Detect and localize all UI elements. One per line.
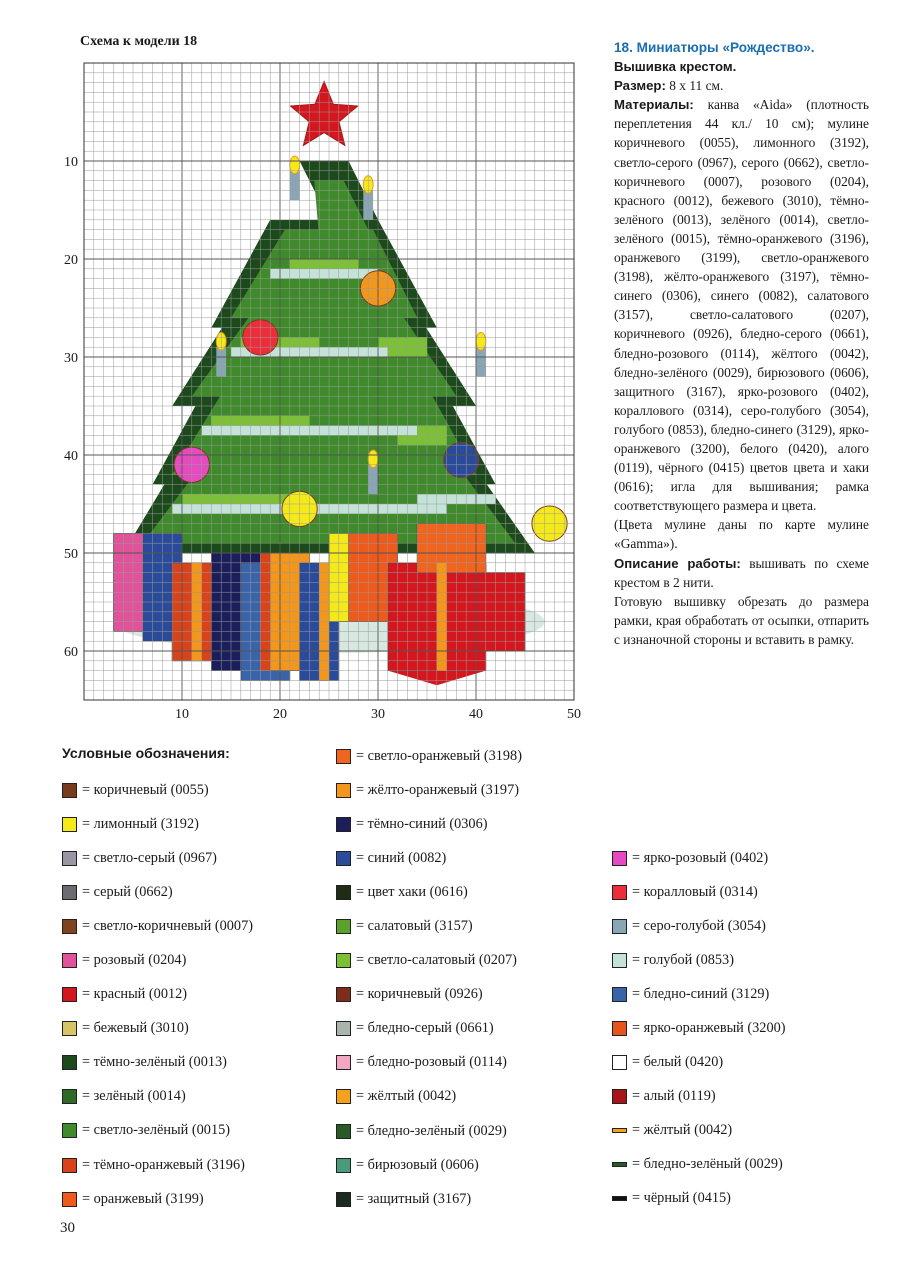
legend-label: = голубой (0853) — [632, 951, 734, 968]
legend-item — [62, 1114, 253, 1148]
color-swatch — [612, 885, 627, 900]
legend-label: = защитный (3167) — [356, 1190, 472, 1207]
legend-label: = коричневый (0926) — [356, 986, 483, 1003]
legend-label: = цвет хаки (0616) — [356, 883, 468, 900]
legend-label: = бледно-зелёный (0029) — [356, 1122, 507, 1139]
legend-label: = алый (0119) — [632, 1088, 716, 1105]
y-tick-label: 40 — [64, 449, 78, 464]
x-tick-label: 20 — [273, 707, 287, 722]
x-tick-label: 50 — [567, 707, 581, 722]
gift-box — [417, 524, 486, 573]
legend-label: = бледно-розовый (0114) — [356, 1054, 507, 1071]
legend-label: = оранжевый (3199) — [82, 1190, 204, 1207]
color-swatch — [62, 851, 77, 866]
legend-item — [612, 1148, 786, 1182]
model-description — [614, 38, 869, 649]
legend-label: = серо-голубой (3054) — [632, 917, 766, 934]
legend-item — [62, 841, 253, 875]
legend-label: = белый (0420) — [632, 1054, 724, 1071]
work-text: вышивать по схеме крестом в 2 нити. — [614, 555, 869, 590]
color-swatch — [62, 1089, 77, 1104]
legend-item — [336, 1046, 522, 1080]
legend-item — [336, 1114, 522, 1148]
legend-label: = бирюзовый (0606) — [356, 1156, 479, 1173]
color-swatch — [336, 1124, 351, 1139]
legend-label: = бледно-зелёный (0029) — [632, 1156, 783, 1173]
legend-label: = салатовый (3157) — [356, 918, 473, 935]
gift-ribbon — [437, 563, 447, 671]
color-swatch — [62, 783, 77, 798]
legend-heading: Условные обозначения: — [62, 745, 230, 761]
legend-item — [612, 875, 786, 909]
size-value: 8 х 11 см. — [669, 78, 724, 94]
color-swatch — [62, 1123, 77, 1138]
materials-label: Материалы: — [614, 97, 694, 113]
snow-garland — [270, 269, 378, 279]
legend-label: = красный (0012) — [82, 986, 188, 1003]
x-tick-label: 40 — [469, 707, 483, 722]
legend-label: = светло-оранжевый (3198) — [356, 747, 522, 764]
candle — [476, 347, 486, 376]
legend-item — [62, 807, 253, 841]
color-swatch — [612, 1128, 627, 1133]
color-swatch — [336, 817, 351, 832]
work-label: Описание работы: — [614, 555, 741, 571]
candle-flame — [476, 333, 486, 351]
chart-title: Схема к модели 18 — [80, 34, 198, 49]
color-swatch — [336, 1158, 351, 1173]
legend-item — [612, 943, 786, 977]
color-swatch — [336, 1021, 351, 1036]
legend-item — [62, 1182, 253, 1216]
color-swatch — [336, 987, 351, 1002]
color-swatch — [612, 1196, 627, 1201]
color-swatch — [62, 885, 77, 900]
size-label: Размер: — [614, 78, 666, 94]
legend-item — [62, 943, 253, 977]
model-subtitle: Вышивка крестом. — [614, 59, 737, 75]
legend-label: = розовый (0204) — [82, 952, 187, 969]
color-swatch — [62, 1055, 77, 1070]
color-swatch — [612, 1021, 627, 1036]
legend-label: = жёлтый (0042) — [356, 1088, 457, 1105]
y-tick-label: 20 — [64, 253, 78, 268]
legend-column-3 — [612, 841, 786, 1216]
legend-label: = светло-коричневый (0007) — [82, 917, 253, 934]
legend-item — [62, 875, 253, 909]
legend-item — [336, 807, 522, 841]
legend-item — [612, 909, 786, 943]
legend-label: = светло-серый (0967) — [82, 849, 217, 866]
bauble — [444, 442, 479, 477]
work-paragraph — [614, 554, 869, 592]
materials-paragraph — [614, 95, 869, 515]
legend-item — [612, 977, 786, 1011]
legend-label: = ярко-оранжевый (3200) — [632, 1020, 786, 1037]
model-title: 18. Миниатюры «Рождество». — [614, 40, 815, 55]
page-number: 30 — [60, 1220, 75, 1236]
finish-paragraph: Готовую вышивку обрезать до размера рамки, края обработать от осыпки, отпарить с изнаночной стороны и вставить в рамку. — [614, 593, 869, 647]
color-swatch — [62, 817, 77, 832]
color-swatch — [336, 1089, 351, 1104]
legend-item — [62, 1148, 253, 1182]
legend-label: = лимонный (3192) — [82, 815, 199, 832]
legend-item — [612, 1080, 786, 1114]
legend-item — [336, 1012, 522, 1046]
legend-label: = бледно-синий (3129) — [632, 985, 770, 1002]
legend-column-2 — [336, 739, 522, 1216]
legend-label: = чёрный (0415) — [632, 1190, 731, 1207]
color-swatch — [336, 749, 351, 764]
x-tick-label: 30 — [371, 707, 385, 722]
y-tick-label: 30 — [64, 351, 78, 366]
color-swatch — [612, 919, 627, 934]
color-swatch — [336, 953, 351, 968]
color-swatch — [336, 783, 351, 798]
candle — [290, 171, 300, 200]
legend-item — [62, 1012, 253, 1046]
legend-item — [62, 1046, 253, 1080]
candle-flame — [368, 450, 378, 468]
legend-label: = жёлто-оранжевый (3197) — [356, 781, 519, 798]
legend-label: = тёмно-оранжевый (3196) — [82, 1156, 245, 1173]
legend-item — [336, 875, 522, 909]
y-tick-label: 50 — [64, 547, 78, 562]
legend-item — [336, 1182, 522, 1216]
color-swatch — [336, 1055, 351, 1070]
legend-item — [336, 773, 522, 807]
legend-item — [612, 1011, 786, 1045]
color-swatch — [612, 1089, 627, 1104]
legend-column-1 — [62, 773, 253, 1216]
legend-label: = бледно-серый (0661) — [356, 1020, 494, 1037]
color-swatch — [62, 987, 77, 1002]
size-line — [614, 76, 869, 95]
legend-item — [62, 773, 253, 807]
color-swatch — [62, 919, 77, 934]
legend-label: = коралловый (0314) — [632, 883, 758, 900]
color-swatch — [612, 953, 627, 968]
legend-label: = светло-зелёный (0015) — [82, 1122, 231, 1139]
legend-item — [336, 1148, 522, 1182]
legend-label: = коричневый (0055) — [82, 781, 209, 798]
candle-flame — [290, 156, 300, 174]
materials-text: канва «Aida» (плотность переплетения 44 кл./ 10 см); мулине коричневого (0055), лимонного (3192), светло-серого (0967), серого (0662), светло-коричневого (0007), розового (0204), красного (0012), бежевого (3010), тёмно-зелёного (0013), зелёного (0014), светло-зелёного (0015), тёмно-оранжевого (3196), оранжевого (3199), светло-оранжевого (3198), жёлто-оранжевого (3197), тёмно-синего (0306), синего (0082), салатового (3157), светло-салатового (0207), коричневого (0926), бледно-серого (0661), бледно-розового (0114), жёлтого (0042), бледно-зелёного (0029), бирюзового (0606), защитного (3167), ярко-розового (0402), кораллового (0314), серо-голубого (3054), голубого (0853), бледно-синего (3129), ярко-оранжевого (3200), белого (0420), алого (0119), чёрного (0415) цветов цвета и хаки (0616); игла для вышивания; рамка соответствующего размера и цвета. — [614, 97, 869, 514]
legend-item — [612, 1114, 786, 1148]
color-swatch — [336, 919, 351, 934]
gamma-note: (Цвета мулине даны по карте мулине «Gamma»). — [614, 517, 869, 552]
color-swatch — [62, 1021, 77, 1036]
legend-item — [612, 841, 786, 875]
color-swatch — [336, 1192, 351, 1207]
color-swatch — [62, 953, 77, 968]
legend-label: = жёлтый (0042) — [632, 1122, 733, 1139]
legend-label: = серый (0662) — [82, 883, 173, 900]
legend-label: = ярко-розовый (0402) — [632, 849, 769, 866]
legend-item — [62, 909, 253, 943]
color-swatch — [62, 1158, 77, 1173]
legend-label: = зелёный (0014) — [82, 1088, 186, 1105]
color-swatch — [612, 851, 627, 866]
color-swatch — [612, 1055, 627, 1070]
y-tick-label: 60 — [64, 645, 78, 660]
x-tick-label: 10 — [175, 707, 189, 722]
y-tick-label: 10 — [64, 155, 78, 170]
legend-item — [336, 978, 522, 1012]
legend-item — [62, 978, 253, 1012]
legend-label: = синий (0082) — [356, 849, 447, 866]
color-swatch — [336, 885, 351, 900]
legend-item — [612, 1182, 786, 1216]
legend-item — [336, 1080, 522, 1114]
legend-item — [336, 841, 522, 875]
color-swatch — [612, 1162, 627, 1167]
legend-item — [336, 909, 522, 943]
color-swatch — [336, 851, 351, 866]
color-swatch — [612, 987, 627, 1002]
candle — [368, 465, 378, 494]
legend-item — [612, 1046, 786, 1080]
legend-label: = тёмно-зелёный (0013) — [82, 1054, 227, 1071]
legend-item — [62, 1080, 253, 1114]
legend-label: = бежевый (3010) — [82, 1020, 189, 1037]
legend-label: = светло-салатовый (0207) — [356, 952, 517, 969]
legend-item — [336, 944, 522, 978]
legend-item — [336, 739, 522, 773]
color-swatch — [62, 1192, 77, 1207]
legend-label: = тёмно-синий (0306) — [356, 815, 488, 832]
